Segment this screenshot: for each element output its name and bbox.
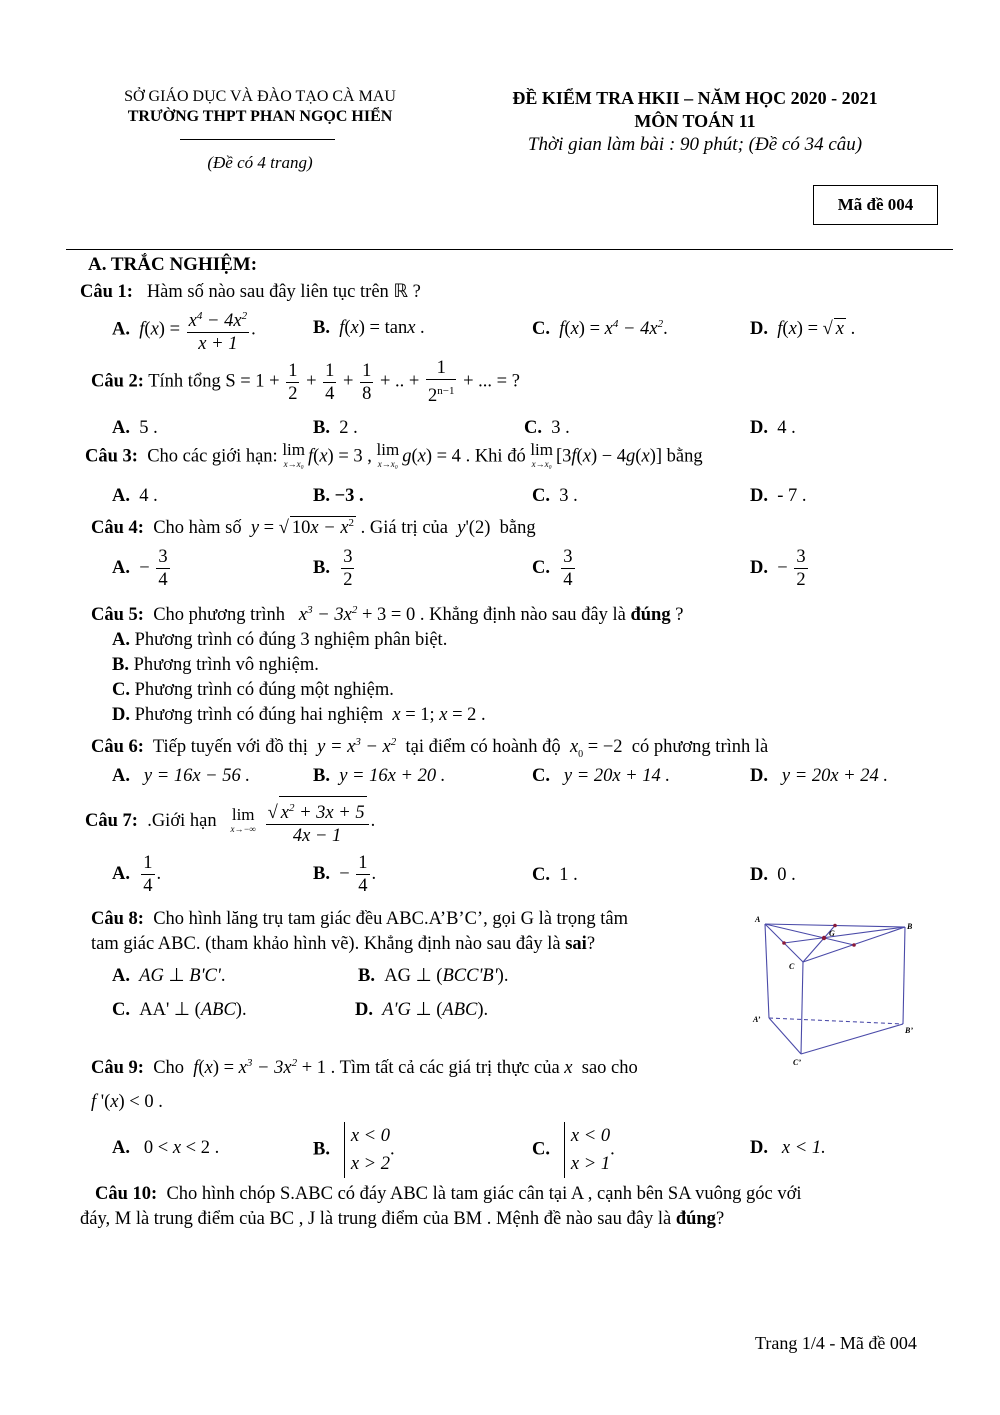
q4-text: Cho hàm số <box>153 518 242 539</box>
q9-option-b: B. x < 0 x > 2 . <box>313 1122 395 1178</box>
q3-option-c: C. 3 . <box>532 486 578 506</box>
question-7: Câu 7: .Giới hạn lim x→−∞ $\frac{√ x^2 + 3x + 5}{4x - 1}$ . <box>85 796 375 847</box>
edge-A1B1 <box>769 1018 903 1024</box>
q1-text: Hàm số nào sau đây liên tục trên ℝ ? <box>146 282 421 302</box>
question-5: Câu 5: Cho phương trình $x^3 - 3x^2 + 3 = 0$ . Khẳng định nào sau đây là đúng ? <box>91 604 684 626</box>
q8-line2: tam giác ABC. (tham khảo hình vẽ). Khẳng định nào sau đây là sai? <box>91 934 596 954</box>
q3-option-d: D. - 7 . <box>750 486 807 506</box>
question-6: Câu 6: Tiếp tuyến với đồ thị $y = x^3 - x^2$ tại điểm có hoành độ $x_0 = -2$ có phương trình là <box>91 736 769 760</box>
page-footer: Trang 1/4 - Mã đề 004 <box>755 1333 917 1353</box>
q8-line1: Cho hình lăng trụ tam giác đều ABC.A’B’C’, gọi G là trọng tâm <box>153 909 628 929</box>
question-9: Câu 9: Cho $f(x) = x^3 - 3x^2 + 1$ . Tìm tất cả các giá trị thực của x sao cho <box>91 1057 638 1079</box>
q1-option-d: D. f(x) = √ x . <box>750 319 856 339</box>
q9-line2: f '(x) < 0 . <box>91 1092 163 1112</box>
q3-option-b: B. −3 . <box>313 486 364 506</box>
section-title: A. TRẮC NGHIỆM: <box>88 254 258 275</box>
median-A <box>765 924 854 945</box>
median-B <box>784 927 905 943</box>
edge-AA1 <box>765 924 769 1018</box>
q7-option-d: D. 0 . <box>750 865 796 885</box>
edge-C1B1 <box>801 1024 903 1054</box>
label-C: C <box>789 962 795 971</box>
q5-label: Câu 5: <box>91 605 144 626</box>
label-A: A <box>755 915 761 924</box>
q9-option-c: C. x < 0 x > 1 . <box>532 1122 615 1178</box>
q2-option-c: C. 3 . <box>524 418 570 438</box>
q8-option-b: B. AG ⊥ (BCC'B'). <box>358 966 509 986</box>
q7-option-c: C. 1 . <box>532 865 578 885</box>
q4-label: Câu 4: <box>91 518 144 539</box>
time-note: Thời gian làm bài : 90 phút; (Đề có 34 câu) <box>527 134 863 155</box>
edge-BB1 <box>903 927 905 1024</box>
q6-label: Câu 6: <box>91 737 144 758</box>
header-rule <box>66 249 953 250</box>
edge-A1C1 <box>769 1018 801 1054</box>
exam-title: ĐỀ KIỂM TRA HKII – NĂM HỌC 2020 - 2021 <box>512 88 878 108</box>
q7-option-b: B. − $\frac{1}{4}$ . <box>313 853 377 896</box>
q6-option-c: C. y = 20x + 14 . <box>532 766 671 786</box>
q8-label: Câu 8: <box>91 909 144 929</box>
q1-option-c: C. $f(x) = x^4 - 4x^2$. <box>532 318 668 340</box>
dept-name: SỞ GIÁO DỤC VÀ ĐÀO TẠO CÀ MAU <box>124 88 396 105</box>
q8-option-d: D. A'G ⊥ (ABC). <box>355 1000 489 1020</box>
point-G <box>822 936 826 940</box>
q7-label: Câu 7: <box>85 810 138 831</box>
pages-note: (Đề có 4 trang) <box>207 153 313 172</box>
q6-option-a: A. y = 16x − 56 . <box>112 766 251 786</box>
q4-option-d: D. − $\frac{3}{2}$ <box>750 547 806 590</box>
q1-option-a: A. f(x) = $\frac{x^4 - 4x^2}{x + 1}$ . <box>112 310 256 355</box>
q3-text: Cho các giới hạn: <box>147 446 278 467</box>
q3-option-a: A. 4 . <box>112 486 158 506</box>
q8-option-c: C. AA' ⊥ (ABC). <box>112 1000 247 1020</box>
q4-option-c: C. $\frac{3}{4}$ <box>532 547 573 590</box>
q5-option-b: B. Phương trình vô nghiệm. <box>112 655 319 675</box>
q2-text: Tính tổng <box>148 371 221 392</box>
q6-option-d: D. y = 20x + 24 . <box>750 766 889 786</box>
q10-line1: Cho hình chóp S.ABC có đáy ABC là tam giác cân tại A , cạnh bên SA vuông góc với <box>166 1184 802 1204</box>
q1-option-b: B. f(x) = tanx . <box>313 318 425 338</box>
question-8 <box>91 909 628 930</box>
q5-option-d: D. Phương trình có đúng hai nghiệm x = 1; x = 2 . <box>112 705 486 725</box>
question-3: Câu 3: Cho các giới hạn: lim x→x₀ f(x) = 3 , lim x→x₀ g(x) = 4 . Khi đó lim x→x₀ [3f(x) − 4g(x)] bằng <box>85 440 703 469</box>
edge-CC1 <box>801 962 803 1054</box>
q10-label: Câu 10: <box>95 1184 158 1204</box>
q6-text: Tiếp tuyến với đồ thị <box>152 737 308 758</box>
q5-option-c: C. Phương trình có đúng một nghiệm. <box>112 680 394 700</box>
q5-option-a: A. Phương trình có đúng 3 nghiệm phân biệt. <box>112 630 448 650</box>
q2-label: Câu 2: <box>91 371 144 392</box>
question-4: Câu 4: Cho hàm số y = √ $10x - x^2$ . Giá trị của y'(2) bằng <box>91 517 536 539</box>
q2-option-a: A. 5 . <box>112 418 158 438</box>
q8-option-a: A. AG ⊥ B'C'. <box>112 966 226 986</box>
q2-option-d: D. 4 . <box>750 418 796 438</box>
subject-title: MÔN TOÁN 11 <box>634 111 756 131</box>
q10-line2: đáy, M là trung điểm của BC , J là trung điểm của BM . Mệnh đề nào sau đây là đúng? <box>80 1209 725 1229</box>
question-1 <box>80 281 421 303</box>
q1-label: Câu 1: <box>80 282 133 302</box>
question-2: Câu 2: Tính tổng S = 1 + $\frac{1}{2}$ + $\frac{1}{4}$ + $\frac{1}{8}$ + .. + $\frac{1}{2^{n-1}}$ + ... = ? <box>91 358 520 407</box>
q5-text: Cho phương trình <box>153 605 286 626</box>
label-A1: A’ <box>753 1015 761 1024</box>
header-divider <box>180 139 335 140</box>
exam-code-box: Mã đề 004 <box>813 185 938 225</box>
q6-option-b: B. y = 16x + 20 . <box>313 766 446 786</box>
q7-option-a: A. $\frac{1}{4}$ . <box>112 853 162 896</box>
q4-option-b: B. $\frac{3}{2}$ <box>313 547 353 590</box>
prism-figure <box>745 910 925 1075</box>
label-B: B <box>907 922 913 931</box>
question-10 <box>95 1184 802 1205</box>
q3-label: Câu 3: <box>85 446 138 467</box>
school-name: TRƯỜNG THPT PHAN NGỌC HIỂN <box>127 108 393 125</box>
q9-text: Cho <box>153 1058 185 1079</box>
label-G: G <box>829 929 835 938</box>
q4-option-a: A. − $\frac{3}{4}$ <box>112 547 168 590</box>
q9-option-a: A. 0 < x < 2 . <box>112 1138 220 1158</box>
label-C1: C’ <box>793 1058 801 1067</box>
q9-label: Câu 9: <box>91 1058 144 1079</box>
label-B1: B’ <box>905 1026 913 1035</box>
q9-option-d: D. x < 1. <box>750 1138 826 1158</box>
q2-option-b: B. 2 . <box>313 418 358 438</box>
q7-text: .Giới hạn <box>147 810 217 831</box>
